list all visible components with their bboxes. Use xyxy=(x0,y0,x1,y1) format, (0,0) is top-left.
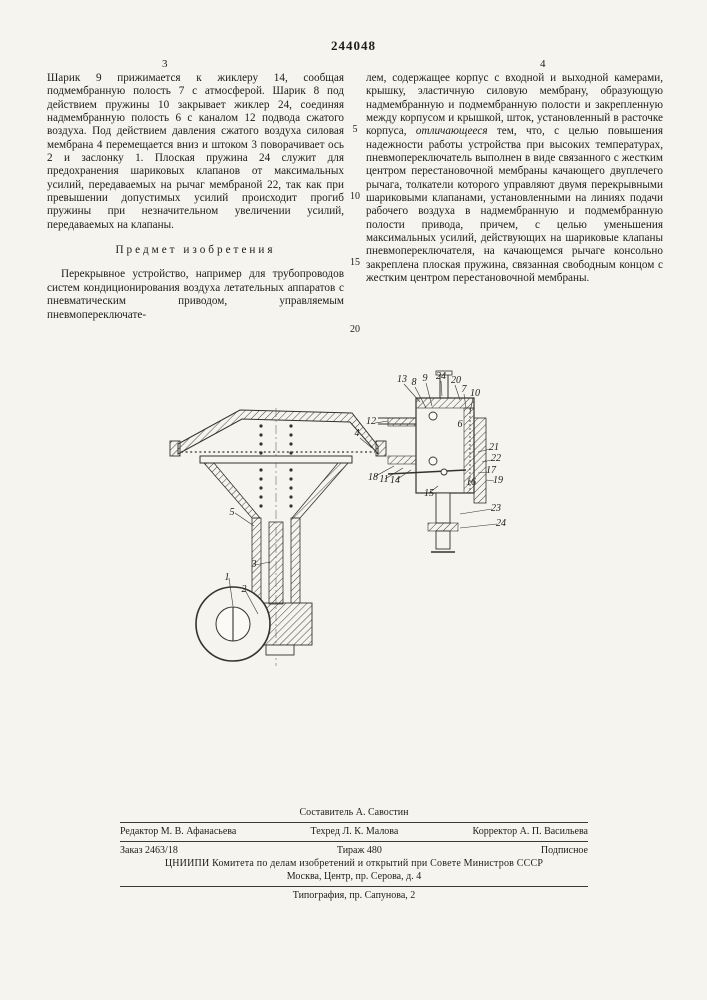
line-number-gutter xyxy=(344,72,366,335)
figure-callout-6: 6 xyxy=(457,419,463,430)
patent-number: 244048 xyxy=(331,38,376,53)
figure-callout-16: 16 xyxy=(466,477,476,488)
figure-callout-10: 10 xyxy=(470,388,480,399)
imprint-footer xyxy=(120,806,588,903)
organization-line: ЦНИИПИ Комитета по делам изобретений и открытий при Совете Министров СССР xyxy=(164,858,544,869)
figure-callout-18: 18 xyxy=(368,472,378,483)
text-columns xyxy=(47,72,664,335)
figure-callout-24-top: 24 xyxy=(436,371,446,382)
margin-line-number-20: 20 xyxy=(350,324,360,335)
margin-line-number-10: 10 xyxy=(350,191,360,202)
figure-callout-2: 2 xyxy=(241,584,247,595)
figure-callout-1: 1 xyxy=(224,572,230,583)
figure-callout-9: 9 xyxy=(422,373,428,384)
margin-line-number-15: 15 xyxy=(350,257,360,268)
claim-text-end: тем, что, с целью повышения надежности работы устройства при высоких температурах, пневмопереключатель выполнен в виде связанного с жестким центром перестановочной мембраны качающего двуплечего рычага, толкатели которого управляют двумя перекрывными шариковыми клапанами, установленными на линиях подачи рабочего воздуха в надмембранную и подмембранную полости привода, причем, с целью уменьшения максимальных усилий, действующих на шариковые клапаны пневмопереключателя, на качающемся рычаге консольно закреплена плоская пружина, связанная свободным концом с жестким центром перестановочной мембраны. xyxy=(366,125,664,285)
figure-callout-20: 20 xyxy=(451,375,461,386)
footer-divider-2 xyxy=(120,841,588,842)
editor-credit: Редактор М. В. Афанасьева xyxy=(120,826,237,837)
right-column xyxy=(366,72,663,322)
right-column-paragraph-1 xyxy=(366,72,663,286)
column-number-right: 4 xyxy=(540,58,546,70)
column-number-left: 3 xyxy=(162,58,168,70)
footer-divider-3 xyxy=(120,886,588,887)
figure-callout-17: 17 xyxy=(486,465,496,476)
figure-callout-23: 23 xyxy=(491,503,501,514)
claim-distinguishing-word: отличающееся xyxy=(415,125,488,138)
compiler-line: Составитель А. Савостин xyxy=(299,807,409,818)
left-column xyxy=(47,72,344,322)
footer-divider-1 xyxy=(120,822,588,823)
figure-callout-14: 14 xyxy=(390,475,400,486)
subscription-note: Подписное xyxy=(540,845,588,856)
figure-callout-15: 15 xyxy=(424,488,434,499)
left-column-paragraph-2: Перекрывное устройство, например для трубопроводов систем кондиционирования воздуха летательных аппаратов с пневматическим приводом, управляемым пневмопереключате- xyxy=(47,268,344,321)
claim-text-start: лем, содержащее корпус с входной и выходной камерами, крышку, эластичную силовую мембрану, образующую надмембранную и подмембранную полости и закрепленную между корпусом и крышкой, шток, установленный в расточке корпуса, xyxy=(366,72,663,138)
address-line: Москва, Центр, пр. Серова, д. 4 xyxy=(286,871,422,882)
figure-callout-19: 19 xyxy=(493,475,503,486)
figure-callout-11: 11 xyxy=(379,474,389,485)
figure-callout-22: 22 xyxy=(491,453,501,464)
figure-callout-13: 13 xyxy=(397,374,407,385)
section-heading: Предмет изобретения xyxy=(115,244,276,257)
figure-callout-12: 12 xyxy=(366,416,376,427)
valve-drawing xyxy=(148,366,528,681)
left-column-paragraph-1: Шарик 9 прижимается к жиклеру 14, сообщая подмембранную полость 7 с атмосферой. Шарик 8 под действием пружины 10 закрывает жиклер 24, соединяя надмембранную полость 6 с каналом 12 подвода сжатого воздуха. Под действием давления сжатого воздуха силовая мембрана 4 перемещается вниз и штоком 3 поворачивает ось 2 и заслонку 1. Плоская пружина 24 служит для предохранения шариковых клапанов от максимальных усилий, передаваемых на рычаг мембраной 22, так как при превышении допустимых усилий происходит прогиб пружины при незначительном увеличении усилий, передаваемых на клапаны. xyxy=(47,72,344,231)
order-line xyxy=(120,845,588,857)
figure-callout-5: 5 xyxy=(229,507,235,518)
figure-callout-24-bottom: 24 xyxy=(496,518,506,529)
figure-callout-8: 8 xyxy=(411,377,417,388)
figure-callout-21: 21 xyxy=(489,442,499,453)
editors-line xyxy=(120,826,588,838)
order-number: Заказ 2463/18 xyxy=(120,845,178,856)
tech-editor-credit: Техред Л. К. Малова xyxy=(310,826,399,837)
proofreader-credit: Корректор А. П. Васильева xyxy=(472,826,588,837)
figure-callout-7: 7 xyxy=(461,384,467,395)
figure-callout-4: 4 xyxy=(354,428,360,439)
printing-house-line: Типография, пр. Сапунова, 2 xyxy=(292,890,416,901)
print-run: Тираж 480 xyxy=(336,845,382,856)
figure-callout-3: 3 xyxy=(251,559,257,570)
patent-figure xyxy=(148,366,528,681)
margin-line-number-5: 5 xyxy=(352,124,358,135)
